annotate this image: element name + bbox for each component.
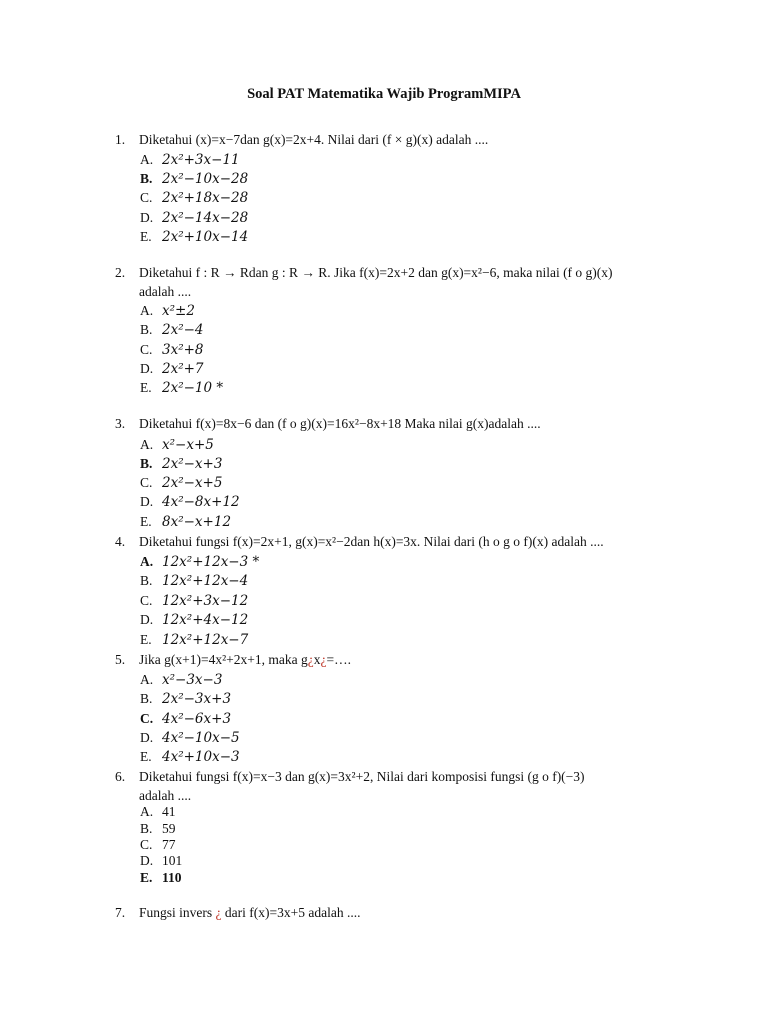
option-6e xyxy=(140,868,182,888)
option-2e xyxy=(140,378,223,398)
option-letter: D. xyxy=(140,853,154,868)
option-3e xyxy=(140,512,231,532)
option-4d xyxy=(140,610,248,630)
option-letter: C. xyxy=(140,837,153,852)
option-expression: 12x²+4x−12 xyxy=(162,612,249,628)
option-expression: x²−3x−3 xyxy=(162,672,223,688)
option-expression: 2x²−x+3 xyxy=(162,456,223,472)
question-number: 2. xyxy=(115,265,126,280)
option-expression: 12x²+3x−12 xyxy=(162,593,249,609)
option-5b xyxy=(140,689,231,709)
option-letter: A. xyxy=(140,672,154,687)
option-letter: C. xyxy=(140,190,153,205)
question-text: Fungsi invers xyxy=(139,905,216,920)
option-letter: E. xyxy=(140,514,152,529)
option-5d xyxy=(140,728,240,748)
option-expression: 2x²+7 xyxy=(162,361,204,377)
option-2a xyxy=(140,301,195,321)
option-expression: 8x²−x+12 xyxy=(162,514,232,530)
option-expression: 2x²+3x−11 xyxy=(162,152,240,168)
option-3d xyxy=(140,492,240,512)
option-value: 59 xyxy=(162,821,176,836)
option-letter: A. xyxy=(140,303,154,318)
question-number: 1. xyxy=(115,132,126,147)
question-text: Diketahui f(x)=8x−6 dan (f o g)(x)=16x²−8x+18 Maka nilai g(x)adalah .... xyxy=(139,416,541,431)
option-expression: 2x²−10x−28 xyxy=(162,171,249,187)
question-4 xyxy=(115,532,604,552)
option-5a xyxy=(140,670,222,690)
option-letter: A. xyxy=(140,437,154,452)
option-letter: C. xyxy=(140,593,153,608)
option-expression: 12x²+12x−7 xyxy=(162,632,249,648)
option-letter: B. xyxy=(140,691,153,706)
question-6-continuation: adalah .... xyxy=(139,788,192,803)
option-letter: E. xyxy=(140,380,152,395)
option-expression: 2x²−x+5 xyxy=(162,475,223,491)
option-3b xyxy=(140,454,222,474)
option-letter: D. xyxy=(140,730,154,745)
error-glyph: ¿ xyxy=(320,652,327,667)
question-text: Diketahui f : R → Rdan g : R → R. Jika f(x)=2x+2 dan g(x)=x²−6, maka nilai (f o g)(x) xyxy=(139,265,613,280)
question-6 xyxy=(115,767,585,787)
option-2c xyxy=(140,340,204,360)
option-letter: D. xyxy=(140,361,154,376)
option-letter: C. xyxy=(140,711,154,726)
option-1c xyxy=(140,188,248,208)
option-5c xyxy=(140,709,231,729)
option-expression: 2x²+10x−14 xyxy=(162,229,249,245)
question-text: Jika g(x+1)=4x²+2x+1, maka g xyxy=(139,652,308,667)
option-expression: x²−x+5 xyxy=(162,437,214,453)
option-value: 101 xyxy=(162,853,183,868)
question-number: 3. xyxy=(115,416,126,431)
option-3a xyxy=(140,435,214,455)
option-4c xyxy=(140,591,248,611)
option-expression: 4x²−10x−5 xyxy=(162,730,240,746)
question-1 xyxy=(115,130,488,150)
question-3 xyxy=(115,414,541,434)
option-letter: D. xyxy=(140,210,154,225)
option-expression: 2x²−4 xyxy=(162,322,204,338)
option-5e xyxy=(140,747,240,767)
option-letter: B. xyxy=(140,573,153,588)
option-letter: B. xyxy=(140,821,153,836)
option-letter: D. xyxy=(140,612,154,627)
question-text: Diketahui fungsi f(x)=x−3 dan g(x)=3x²+2, Nilai dari komposisi fungsi (g o f)(−3) xyxy=(139,769,585,784)
option-2b xyxy=(140,320,204,340)
option-letter: E. xyxy=(140,632,152,647)
question-2 xyxy=(115,263,613,283)
option-expression: 2x²+18x−28 xyxy=(162,190,249,206)
option-letter: E. xyxy=(140,229,152,244)
question-text: Diketahui fungsi f(x)=2x+1, g(x)=x²−2dan h(x)=3x. Nilai dari (h o g o f)(x) adalah .... xyxy=(139,534,604,549)
option-expression: 4x²−6x+3 xyxy=(162,711,232,727)
question-text: Diketahui (x)=x−7dan g(x)=2x+4. Nilai dari (f × g)(x) adalah .... xyxy=(139,132,489,147)
option-expression: 12x²+12x−3 * xyxy=(162,554,260,570)
question-text-tail: =…. xyxy=(326,652,351,667)
option-letter: E. xyxy=(140,749,152,764)
option-value: 110 xyxy=(162,870,182,885)
option-1b xyxy=(140,169,248,189)
option-letter: C. xyxy=(140,475,153,490)
question-5 xyxy=(115,650,351,670)
option-expression: 2x²−3x+3 xyxy=(162,691,232,707)
option-1a xyxy=(140,150,240,170)
option-expression: 2x²−14x−28 xyxy=(162,210,249,226)
option-letter: E. xyxy=(140,870,153,885)
option-value: 77 xyxy=(162,837,176,852)
option-expression: x²±2 xyxy=(162,303,195,319)
option-letter: D. xyxy=(140,494,154,509)
document-title: Soal PAT Matematika Wajib ProgramMIPA xyxy=(247,86,521,102)
option-letter: B. xyxy=(140,171,153,186)
question-number: 5. xyxy=(115,652,126,667)
question-text-variable: x xyxy=(313,652,321,667)
option-1e xyxy=(140,227,248,247)
option-expression: 12x²+12x−4 xyxy=(162,573,249,589)
option-1d xyxy=(140,208,248,228)
option-expression: 2x²−10 * xyxy=(162,380,224,396)
question-7 xyxy=(115,903,360,923)
question-text-tail: dari f(x)=3x+5 adalah .... xyxy=(221,905,361,920)
question-number: 4. xyxy=(115,534,126,549)
option-value: 41 xyxy=(162,804,176,819)
option-2d xyxy=(140,359,204,379)
option-letter: A. xyxy=(140,804,154,819)
option-letter: C. xyxy=(140,342,153,357)
question-number: 6. xyxy=(115,769,126,784)
option-letter: B. xyxy=(140,322,153,337)
option-letter: B. xyxy=(140,456,153,471)
option-expression: 4x²−8x+12 xyxy=(162,494,240,510)
option-4a xyxy=(140,552,259,572)
error-glyph: ¿ xyxy=(307,652,314,667)
error-glyph: ¿ xyxy=(215,905,222,920)
option-expression: 3x²+8 xyxy=(162,342,204,358)
option-letter: A. xyxy=(140,554,154,569)
option-4e xyxy=(140,630,248,650)
option-4b xyxy=(140,571,248,591)
question-number: 7. xyxy=(115,905,126,920)
option-letter: A. xyxy=(140,152,154,167)
option-expression: 4x²+10x−3 xyxy=(162,749,240,765)
option-3c xyxy=(140,473,222,493)
question-2-continuation: adalah .... xyxy=(139,284,192,299)
